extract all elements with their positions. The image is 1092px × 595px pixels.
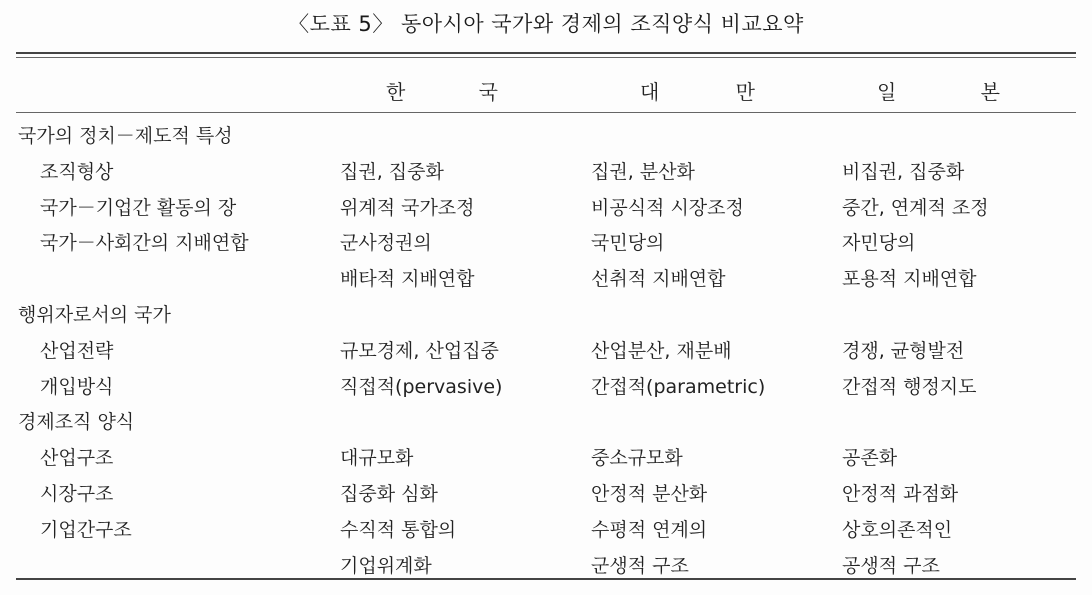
table-row (0, 300, 1092, 336)
table-row (0, 193, 1092, 229)
cell-korea: 군사정권의 (340, 232, 432, 255)
top-rule (16, 52, 1076, 54)
header-taiwan (640, 76, 755, 105)
table-row (0, 336, 1092, 372)
cell-korea: 직접적(pervasive) (340, 375, 503, 398)
table-row (0, 443, 1092, 479)
row-label: 국가－기업간 활동의 장 (40, 196, 237, 219)
cell-japan: 안정적 과점화 (842, 483, 959, 505)
section-label: 행위자로서의 국가 (18, 304, 171, 326)
table-row (0, 157, 1092, 193)
header-taiwan-1: 대 (640, 80, 660, 104)
cell-korea: 대규모화 (340, 447, 414, 470)
row-label: 산업구조 (40, 447, 114, 470)
header-japan-2: 본 (980, 80, 1000, 104)
row-label: 기업간구조 (40, 518, 132, 541)
cell-japan: 비집권, 집중화 (842, 160, 965, 183)
row-label: 산업전략 (40, 339, 114, 362)
table-row (0, 407, 1092, 443)
row-label: 시장구조 (40, 483, 114, 505)
table-title: 〈도표 5〉 동아시아 국가와 경제의 조직양식 비교요약 (288, 12, 804, 36)
cell-korea: 위계적 국가조정 (340, 196, 475, 219)
cell-korea: 규모경제, 산업집중 (340, 339, 499, 362)
cell-japan: 공생적 구조 (842, 554, 940, 577)
cell-taiwan: 중소규모화 (591, 447, 683, 470)
header-japan-1: 일 (877, 80, 897, 104)
bottom-rule (16, 578, 1076, 580)
cell-taiwan: 안정적 분산화 (591, 483, 708, 505)
header-rule (16, 112, 1076, 113)
cell-taiwan: 수평적 연계의 (591, 518, 708, 541)
cell-taiwan: 집권, 분산화 (591, 160, 695, 183)
cell-taiwan: 선취적 지배연합 (591, 268, 726, 291)
cell-japan: 공존화 (842, 447, 898, 470)
table-row (0, 479, 1092, 515)
cell-korea: 배타적 지배연합 (340, 268, 475, 291)
table-row (0, 121, 1092, 157)
cell-japan: 포용적 지배연합 (842, 268, 977, 291)
row-label: 국가－사회간의 지배연합 (40, 232, 249, 255)
section-label: 경제조직 양식 (18, 411, 135, 434)
row-label: 조직형상 (40, 160, 114, 183)
row-label: 개입방식 (40, 375, 114, 398)
cell-taiwan: 국민당의 (591, 232, 665, 255)
cell-japan: 자민당의 (842, 232, 916, 255)
header-taiwan-2: 만 (735, 80, 755, 104)
cell-taiwan: 간접적(parametric) (591, 375, 766, 398)
section-label: 국가의 정치－제도적 특성 (18, 125, 233, 147)
cell-korea: 집권, 집중화 (340, 160, 444, 183)
table-row (0, 228, 1092, 264)
table-row (0, 372, 1092, 408)
cell-taiwan: 산업분산, 재분배 (591, 339, 732, 362)
cell-korea: 집중화 심화 (340, 483, 438, 505)
header-korea-2: 국 (478, 80, 498, 104)
cell-taiwan: 비공식적 시장조정 (591, 196, 744, 219)
cell-japan: 간접적 행정지도 (842, 375, 977, 398)
cell-japan: 중간, 연계적 조정 (842, 196, 989, 219)
cell-korea: 기업위계화 (340, 554, 432, 577)
header-korea-1: 한 (386, 80, 406, 104)
header-japan (877, 76, 1000, 105)
header-korea (386, 76, 498, 105)
top-rule-inner (16, 57, 1076, 58)
cell-korea: 수직적 통합의 (340, 518, 457, 541)
cell-japan: 상호의존적인 (842, 518, 953, 541)
cell-japan: 경쟁, 균형발전 (842, 339, 965, 362)
table-row (0, 551, 1092, 587)
table-row (0, 264, 1092, 300)
table-row (0, 515, 1092, 551)
cell-taiwan: 군생적 구조 (591, 554, 689, 577)
